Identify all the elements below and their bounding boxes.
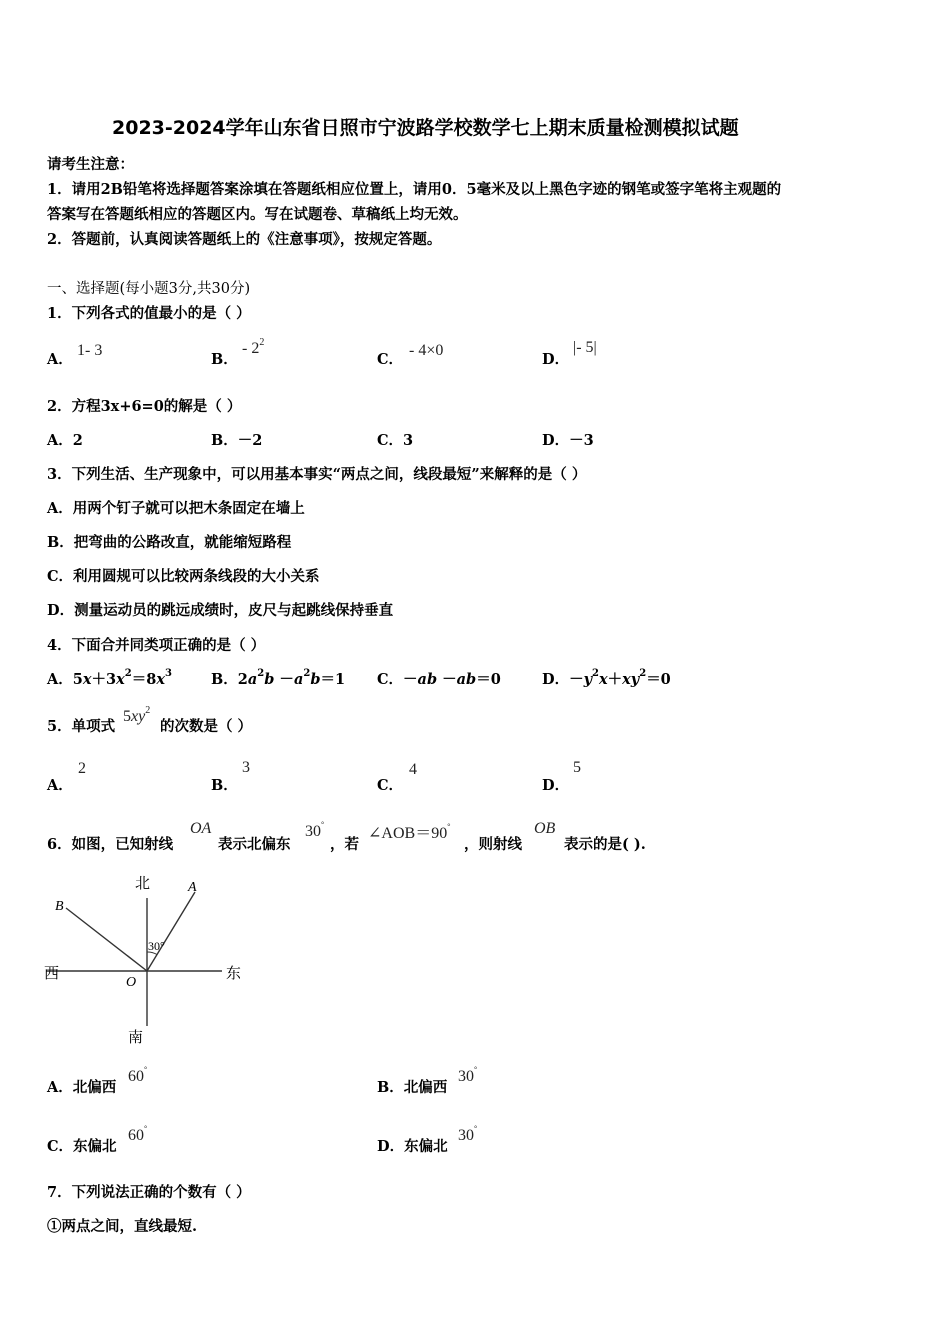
q1-option-d-label: D． xyxy=(542,351,570,368)
q1-option-c-label: C． xyxy=(377,351,404,368)
q5-option-b-value: 3 xyxy=(242,759,250,776)
q7-stem: 7．下列说法正确的个数有（ ） xyxy=(47,1184,251,1201)
label-angle-30: 30° xyxy=(148,939,165,953)
q5-option-c-label: C． xyxy=(377,777,404,794)
label-east: 东 xyxy=(226,966,242,982)
q6-option-a-value: 60° xyxy=(128,1065,148,1085)
q1-option-b-label: B． xyxy=(211,351,238,368)
q6-option-b-label: B．北偏西 xyxy=(377,1079,448,1096)
q5-stem-post: 的次数是（ ） xyxy=(160,718,253,735)
q1-stem: 1．下列各式的值最小的是（ ） xyxy=(47,305,251,322)
q1-option-a-math: 1- 3 xyxy=(77,342,103,359)
q6-stem-part5: 表示的是( ). xyxy=(564,836,646,853)
q3-option-a: A．用两个钉子就可以把木条固定在墙上 xyxy=(47,500,305,517)
label-west: 西 xyxy=(44,966,60,982)
label-north: 北 xyxy=(135,876,151,892)
label-b: B xyxy=(55,899,64,914)
q4-stem: 4．下面合并同类项正确的是（ ） xyxy=(47,637,266,654)
q4-option-a: A．$5x+3x^2=8x^3$ xyxy=(47,668,172,688)
q5-option-a-value: 2 xyxy=(78,760,86,777)
q5-stem-pre: 5．单项式 xyxy=(47,718,116,735)
q2-option-c: C．3 xyxy=(377,432,414,449)
q6-option-d-value: 30° xyxy=(458,1124,478,1144)
q1-option-b-math: - $2^2$ xyxy=(242,337,265,357)
notice-line-3: 2．答题前，认真阅读答题纸上的《注意事项》，按规定答题。 xyxy=(47,231,442,248)
q5-option-d-value: 5 xyxy=(573,759,581,776)
q3-option-b: B．把弯曲的公路改直，就能缩短路程 xyxy=(47,534,292,551)
q6-option-b-value: 30° xyxy=(458,1065,478,1085)
q6-ray-ob: OB xyxy=(534,820,556,837)
q6-option-c-label: C．东偏北 xyxy=(47,1138,117,1155)
q3-stem: 3．下列生活、生产现象中，可以用基本事实“两点之间，线段最短”来解释的是（ ） xyxy=(47,466,587,483)
q6-ray-oa: OA xyxy=(190,820,212,837)
q5-monomial: $5xy^2$ xyxy=(123,705,151,725)
section-heading: 一、选择题(每小题3分,共30分) xyxy=(47,281,251,297)
q5-option-b-label: B． xyxy=(211,777,238,794)
q2-stem: 2．方程3x+6=0的解是（ ） xyxy=(47,398,242,415)
q1-option-a-label: A． xyxy=(47,351,73,368)
notice-line-2: 答案写在答题纸相应的答题区内。写在试题卷、草稿纸上均无效。 xyxy=(47,206,468,223)
q4-option-d: D．$-y^2x+xy^2=0$ xyxy=(542,668,671,688)
q6-option-d-label: D．东偏北 xyxy=(377,1138,448,1155)
q1-option-c-math: - 4×0 xyxy=(409,342,444,359)
q2-option-d: D．－3 xyxy=(542,432,594,449)
q6-stem-part3: ，若 xyxy=(330,836,359,853)
q7-item-1: ①两点之间，直线最短. xyxy=(47,1218,198,1235)
q3-option-c: C．利用圆规可以比较两条线段的大小关系 xyxy=(47,568,320,585)
q2-option-a: A．2 xyxy=(47,432,83,449)
notice-line-1: 1．请用2B铅笔将选择题答案涂填在答题纸相应位置上，请用0．5毫米及以上黑色字迹的钢笔或签字笔将主观题的 xyxy=(47,181,782,198)
q6-stem-part2: 表示北偏东 xyxy=(218,836,291,853)
page-title: 2023-2024学年山东省日照市宁波路学校数学七上期末质量检测模拟试题 xyxy=(112,117,739,139)
q5-option-d-label: D． xyxy=(542,777,570,794)
ray-ob xyxy=(66,908,147,971)
q3-option-d: D．测量运动员的跳远成绩时，皮尺与起跳线保持垂直 xyxy=(47,602,394,619)
compass-figure xyxy=(40,870,255,1050)
label-a: A xyxy=(188,880,197,895)
label-south: 南 xyxy=(128,1030,144,1046)
q4-option-b: B．$2a^2b -a^2b=1$ xyxy=(211,668,346,688)
q6-stem-part1: 6．如图，已知射线 xyxy=(47,836,174,853)
q6-stem-part4: ，则射线 xyxy=(464,836,522,853)
q6-option-c-value: 60° xyxy=(128,1124,148,1144)
q6-angle-30: 30° xyxy=(305,820,325,840)
q2-option-b: B．－2 xyxy=(211,432,263,449)
q6-angle-aob: ∠AOB＝90° xyxy=(368,822,451,842)
q5-option-c-value: 4 xyxy=(409,761,417,778)
q4-option-c: C．－ab －ab＝0 xyxy=(377,671,501,688)
q1-option-d-math: |- 5| xyxy=(573,339,597,356)
q5-option-a-label: A． xyxy=(47,777,73,794)
notice-heading: 请考生注意： xyxy=(47,156,134,173)
ray-oa xyxy=(147,892,195,971)
label-o: O xyxy=(126,975,137,990)
q6-option-a-label: A．北偏西 xyxy=(47,1079,117,1096)
